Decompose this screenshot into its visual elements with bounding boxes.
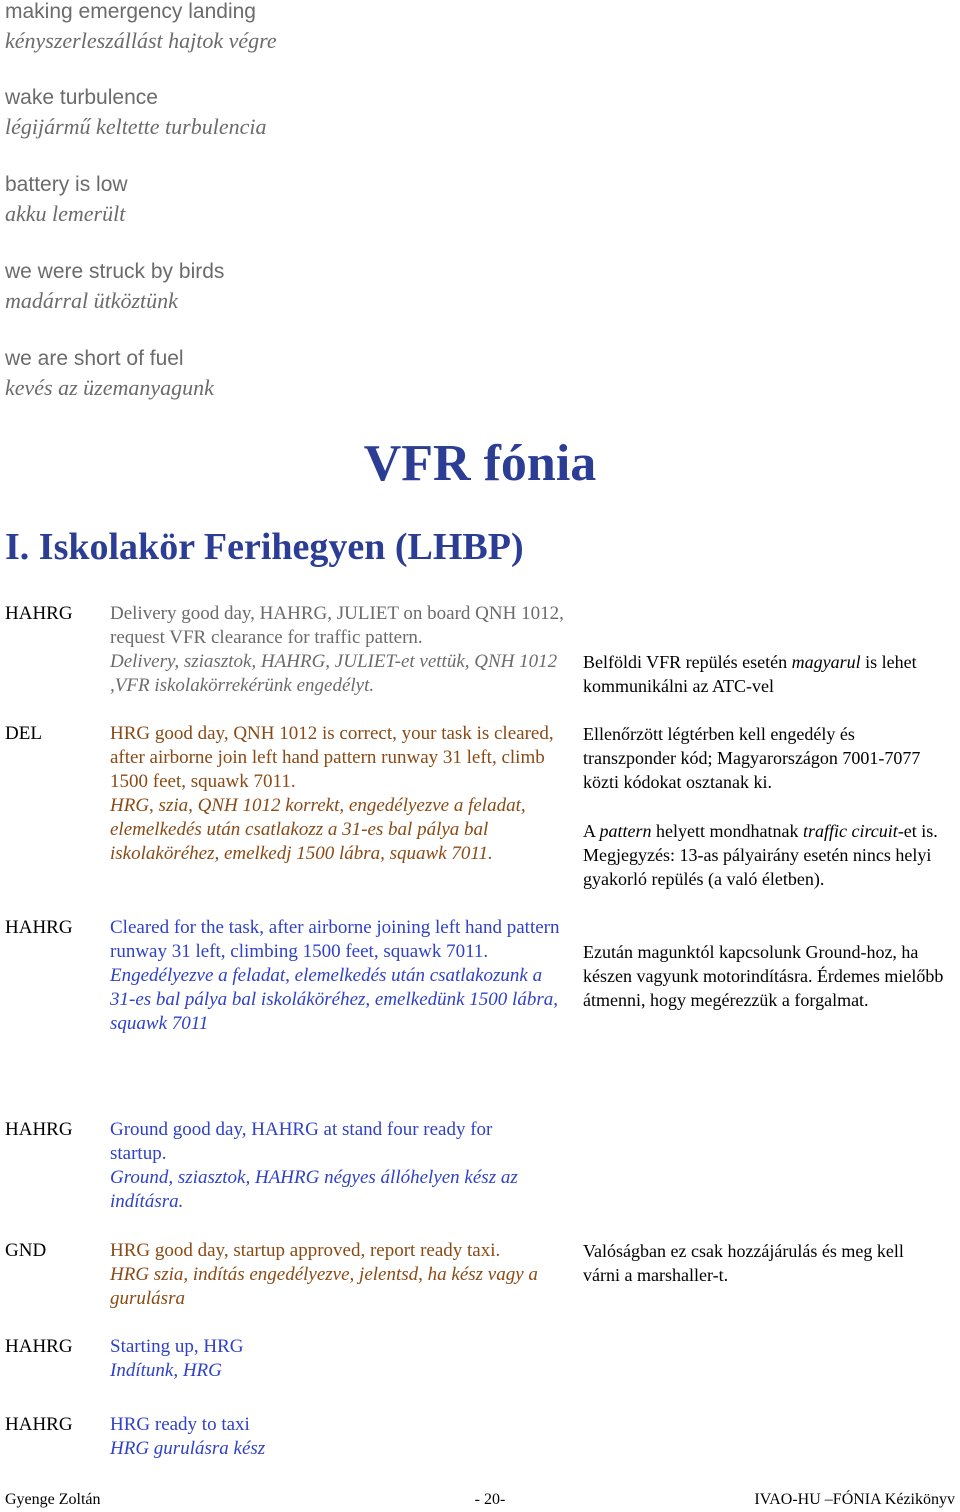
phrase-item (5, 83, 267, 141)
speaker-label: GND (5, 1240, 47, 1261)
dialogue-message (110, 1413, 570, 1461)
phrase-item (5, 344, 214, 402)
message-hu: HRG, szia, QNH 1012 korrekt, engedélyezve a feladat, elemelkedés után csatlakozz a 31-es bal pálya bal iskolaköréhez, emelkedj 1500 lábra, squawk 7011. (110, 795, 526, 864)
message-hu: HRG szia, indítás engedélyezve, jelentsd, ha kész vagy a gurulásra (110, 1264, 538, 1309)
page-number: - 20- (474, 1491, 506, 1508)
speaker-label: HAHRG (5, 1119, 73, 1140)
subsection-title: I. Iskolakör Ferihegyen (LHBP) (5, 526, 524, 568)
dialogue-message (110, 916, 570, 1036)
note-text: -et is. Megjegyzés: 13-as pályairány esetén nincs helyi gyakorló repülés (a való életben). (583, 821, 938, 889)
dialogue-message (110, 1239, 570, 1311)
message-hu: Engedélyezve a feladat, elemelkedés után csatlakozunk a 31-es bal pálya bal iskoláköréhez, emelkedünk 1500 lábra, squawk 7011 (110, 965, 558, 1034)
phrase-hu: kényszerleszállást hajtok végre (5, 28, 277, 53)
message-en: Cleared for the task, after airborne joining left hand pattern runway 31 left, climbing 1500 feet, squawk 7011. (110, 917, 560, 962)
speaker-label: DEL (5, 723, 42, 744)
phrase-item (5, 0, 277, 55)
speaker-label: HAHRG (5, 917, 73, 938)
message-en: Delivery good day, HAHRG, JULIET on board QNH 1012, request VFR clearance for traffic pattern. (110, 603, 564, 648)
note: Valóságban ez csak hozzájárulás és meg kell várni a marshaller-t. (583, 1241, 904, 1285)
phrase-item (5, 257, 224, 315)
phrase-hu: akku lemerült (5, 201, 126, 226)
phrase-hu: légijármű keltette turbulencia (5, 114, 267, 139)
phrase-hu: madárral ütköztünk (5, 288, 178, 313)
message-hu: HRG gurulásra kész (110, 1438, 266, 1459)
message-en: HRG good day, QNH 1012 is correct, your task is cleared, after airborne join left hand pattern runway 31 left, climb 1500 feet, squawk 7011. (110, 723, 554, 792)
phrase-en: battery is low (5, 173, 128, 196)
phrase-en: wake turbulence (5, 86, 158, 109)
note (583, 650, 948, 698)
phrase-en: we were struck by birds (5, 260, 225, 283)
message-en: HRG good day, startup approved, report ready taxi. (110, 1240, 501, 1261)
note-text-italic: magyarul (791, 652, 861, 672)
note: Ellenőrzött légtérben kell engedély és transzponder kód; Magyarországon 7001-7077 közti kódokat osztanak ki. (583, 724, 921, 792)
note-text: helyett mondhatnak (651, 821, 803, 841)
note-text: A (583, 821, 600, 841)
message-en: Ground good day, HAHRG at stand four ready for startup. (110, 1119, 493, 1164)
phrase-en: we are short of fuel (5, 347, 184, 370)
message-en: HRG ready to taxi (110, 1414, 250, 1435)
dialogue-message (110, 722, 570, 866)
footer-author: Gyenge Zoltán (5, 1491, 101, 1508)
note-text: Belföldi VFR repülés esetén (583, 652, 792, 672)
phrase-en: making emergency landing (5, 0, 256, 23)
note: Ezután magunktól kapcsolunk Ground-hoz, ha készen vagyunk motorindításra. Érdemes mielőbb átmenni, hogy megérezzük a forgalmat. (583, 942, 944, 1010)
dialogue-message (110, 602, 570, 698)
message-hu: Delivery, sziasztok, HAHRG, JULIET-et vettük, QNH 1012 ,VFR iskolakörrekérünk engedélyt. (110, 651, 558, 696)
phrase-hu: kevés az üzemanyagunk (5, 375, 214, 400)
speaker-label: HAHRG (5, 1414, 73, 1435)
note-text-italic: pattern (599, 821, 652, 841)
phrase-item (5, 170, 128, 228)
dialogue-message (110, 1118, 550, 1214)
message-hu: Indítunk, HRG (110, 1360, 222, 1381)
message-hu: Ground, sziasztok, HAHRG négyes állóhelyen kész az indításra. (110, 1167, 518, 1212)
note (583, 819, 948, 891)
note-text: is lehet kommunikálni az ATC-vel (583, 652, 917, 696)
speaker-label: HAHRG (5, 1336, 73, 1357)
note-text-italic: traffic circuit (802, 821, 898, 841)
dialogue-message (110, 1335, 570, 1383)
section-title: VFR fónia (363, 435, 597, 492)
speaker-label: HAHRG (5, 603, 73, 624)
footer-doc-title: IVAO-HU –FÓNIA Kézikönyv (754, 1491, 955, 1508)
message-en: Starting up, HRG (110, 1336, 244, 1357)
